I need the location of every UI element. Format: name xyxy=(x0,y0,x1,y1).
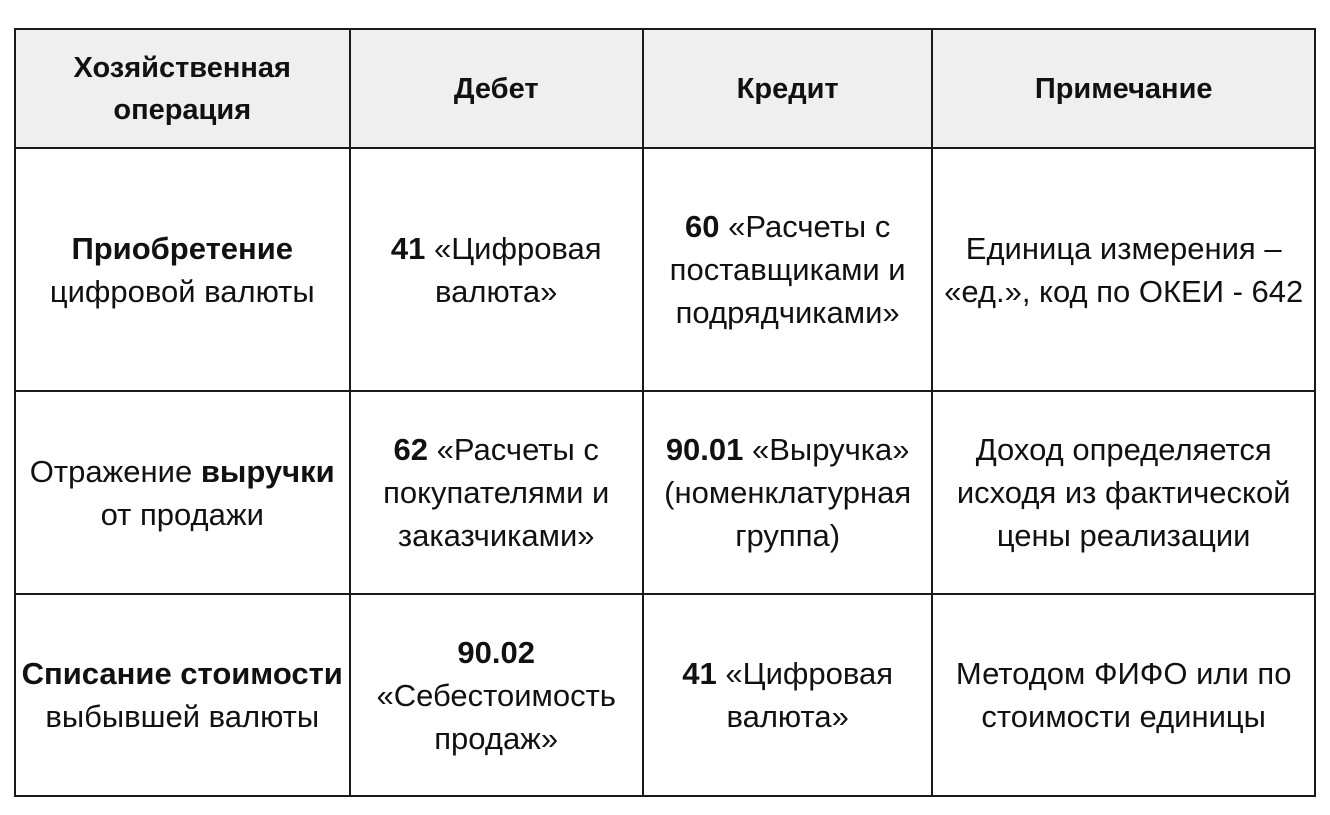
operation-rest: выбывшей валюты xyxy=(45,699,320,734)
debit-name: «Себестоимость xyxy=(376,677,616,713)
credit-name: подрядчиками» xyxy=(675,295,900,330)
header-operation-line1: Хозяйственная xyxy=(73,51,291,84)
debit-name: «Расчеты с xyxy=(436,432,599,467)
note-text: «ед.», код по ОКЕИ - 642 xyxy=(944,273,1304,309)
header-row xyxy=(15,29,1315,148)
header-operation-line2: операция xyxy=(113,93,252,126)
credit-name: поставщиками и xyxy=(669,252,906,287)
credit-code: 41 xyxy=(682,656,717,691)
credit-cell xyxy=(643,391,932,594)
debit-name: заказчиками» xyxy=(397,518,595,553)
note-cell xyxy=(932,594,1315,796)
table-header xyxy=(15,29,1315,148)
table-row xyxy=(15,148,1315,391)
credit-name: группа) xyxy=(735,518,841,553)
operation-prefix: Отражение xyxy=(29,453,193,489)
credit-name: «Выручка» xyxy=(752,432,910,467)
note-text: цены реализации xyxy=(996,518,1251,553)
note-text: исходя из фактической xyxy=(956,475,1291,510)
accounting-entries-table xyxy=(14,28,1316,797)
note-cell xyxy=(932,391,1315,594)
note-text: Единица измерения – xyxy=(965,230,1282,266)
credit-code: 90.01 xyxy=(665,432,744,467)
debit-name: покупателями и xyxy=(383,475,610,510)
note-text: стоимости единицы xyxy=(981,699,1266,734)
header-operation xyxy=(15,29,350,148)
debit-cell xyxy=(350,594,643,796)
debit-code: 62 xyxy=(393,432,429,467)
table-row xyxy=(15,594,1315,796)
debit-name: валюта» xyxy=(435,273,558,309)
header-note: Примечание xyxy=(932,29,1315,148)
operation-cell xyxy=(15,391,350,594)
operation-bold: выручки xyxy=(200,453,335,489)
credit-cell xyxy=(643,594,932,796)
operation-bold: Списание стоимости xyxy=(21,656,343,691)
header-debit: Дебет xyxy=(350,29,643,148)
operation-bold: Приобретение xyxy=(71,230,294,266)
debit-code: 41 xyxy=(390,230,426,266)
debit-cell xyxy=(350,148,643,391)
operation-rest: цифровой валюты xyxy=(49,273,315,309)
note-text: Методом ФИФО или по xyxy=(955,656,1292,691)
table-row xyxy=(15,391,1315,594)
credit-name: «Цифровая xyxy=(725,656,894,691)
operation-cell xyxy=(15,594,350,796)
debit-cell xyxy=(350,391,643,594)
credit-code: 60 xyxy=(684,209,720,244)
note-text: Доход определяется xyxy=(975,432,1272,467)
operation-rest: от продажи xyxy=(100,496,264,532)
debit-name: «Цифровая xyxy=(433,230,602,266)
debit-name: продаж» xyxy=(434,720,559,756)
debit-code: 90.02 xyxy=(457,634,535,670)
credit-name: (номенклатурная xyxy=(664,475,912,510)
note-cell xyxy=(932,148,1315,391)
credit-name: «Расчеты с xyxy=(728,209,891,244)
credit-name: валюта» xyxy=(726,699,849,734)
header-credit: Кредит xyxy=(643,29,932,148)
operation-cell xyxy=(15,148,350,391)
table-body xyxy=(15,148,1315,796)
credit-cell xyxy=(643,148,932,391)
